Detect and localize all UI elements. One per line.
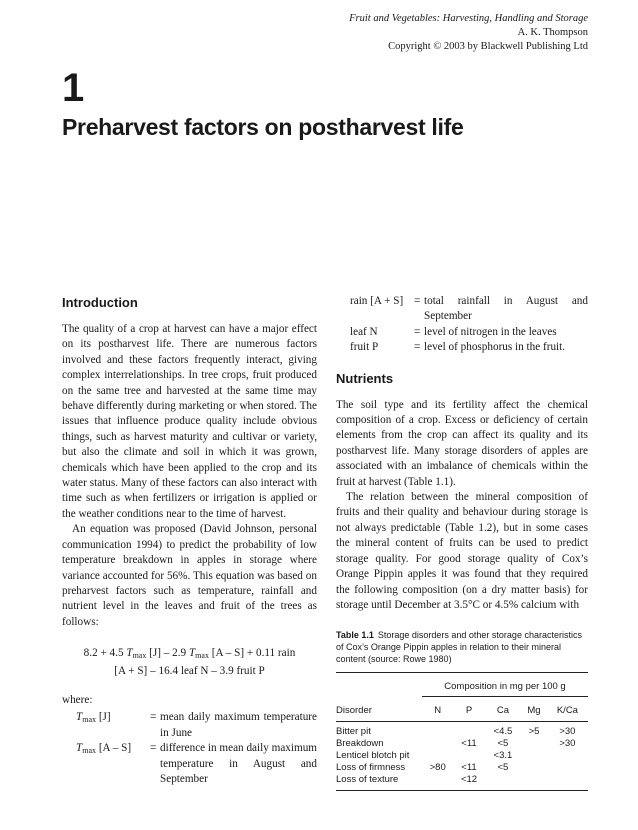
- definition-leaf-n: leaf N = level of nitrogen in the leaves: [350, 325, 557, 338]
- nutrients-heading: Nutrients: [336, 370, 394, 386]
- right-column: [336, 294, 588, 791]
- left-column: [62, 294, 317, 787]
- introduction-heading: Introduction: [62, 295, 138, 310]
- column-header: Ca: [485, 696, 521, 721]
- nutrients-paragraph-2: The relation between the mineral composition of fruits and their quality and behaviour during storage is not always predictable (Table 1.2), but in some cases the mineral content of fruits can be used to predict storage quality. For good storage quality of Cox’s Orange Pippin apples it was found that they required the following composition (on a dry matter basis) for storage until December at 3.5°C or 4.5% calcium with: [336, 491, 588, 611]
- column-header: Mg: [521, 696, 547, 721]
- column-header: P: [453, 696, 484, 721]
- table-caption-text: Storage disorders and other storage characteristics of Cox’s Orange Pippin apples in relation to their mineral content (source: Rowe 1980): [336, 630, 582, 665]
- table-row: Loss of firmness >80 <11 <5: [336, 761, 509, 773]
- table-row: Loss of texture <12: [336, 774, 588, 791]
- column-header: N: [422, 696, 453, 721]
- definition-tmax-june: $T_{max}$ [J] = mean daily maximum temperature in June: [76, 711, 317, 739]
- equation-line-2: [A + S] – 16.4 leaf N – 3.9 fruit P: [114, 664, 265, 677]
- chapter-title: Preharvest factors on postharvest life: [62, 114, 464, 140]
- definition-fruit-p: fruit P = level of phosphorus in the fruit.: [350, 341, 566, 354]
- definition-tmax-aug-sep: $T_{max}$ [A – S] = difference in mean daily maximum temperature in August and September: [76, 742, 317, 785]
- table-row: Breakdown <11 <5 >30: [336, 737, 576, 749]
- book-author: A. K. Thompson: [517, 27, 588, 38]
- table-label: Table 1.1: [336, 630, 374, 641]
- table-caption: [336, 629, 588, 665]
- table-group-header: Composition in mg per 100 g: [422, 679, 588, 697]
- running-header: [349, 12, 588, 54]
- table-row: Lenticel blotch pit <3.1: [336, 749, 513, 761]
- column-header: Disorder: [336, 696, 422, 721]
- prediction-equation: [62, 646, 317, 679]
- book-title: Fruit and Vegetables: Harvesting, Handling and Storage: [349, 13, 588, 24]
- column-header: K/Ca: [547, 696, 588, 721]
- definition-rain: rain [A + S] = total rainfall in August and September: [350, 295, 588, 323]
- chapter-number: 1: [62, 66, 85, 110]
- introduction-paragraph-2: An equation was proposed (David Johnson, personal communication 1994) to predict the probability of low temperature breakdown in apples in storage where variance accounted for 56%. This equation was based on preharvest factors such as temperature, rainfall and nutrient level in the leaves and fruit of the trees as follows:: [62, 523, 317, 628]
- copyright-line: Copyright © 2003 by Blackwell Publishing Ltd: [388, 41, 588, 52]
- where-label: where:: [62, 693, 93, 706]
- nutrients-paragraph-1: The soil type and its fertility affect the chemical composition of a crop. Excess or deficiency of certain elements from the crop can affect its quality and its postharvest life. Many storage disorders of apples are associated with an imbalance of chemicals within the fruit at harvest (Table 1.1).: [336, 398, 588, 488]
- table-header-row: [336, 696, 588, 721]
- equation-line-1: 8.2 + 4.5 $T_{max}$ [J] – 2.9 $T_{max}$ [A – S] + 0.11 rain: [83, 647, 296, 661]
- table-row: Bitter pit <4.5 >5 >30: [336, 725, 576, 737]
- storage-disorders-table: [336, 672, 588, 791]
- introduction-paragraph-1: The quality of a crop at harvest can have a major effect on its postharvest life. There are numerous factors involved and these factors frequently interact, giving complex interrelationships. In tree crops, fruit produced on the same tree and harvested at the same time may behave differently during marketing or when stored. The issues that influence produce quality include obvious things, such as harvest maturity and cultivar or variety, but also the climate and soil in which it was grown, chemicals which have been applied to the crop and its water status. Many of these factors can also interact with time such as when fertilizers or irrigation is applied or the weather conditions near to the time of harvest.: [62, 323, 317, 520]
